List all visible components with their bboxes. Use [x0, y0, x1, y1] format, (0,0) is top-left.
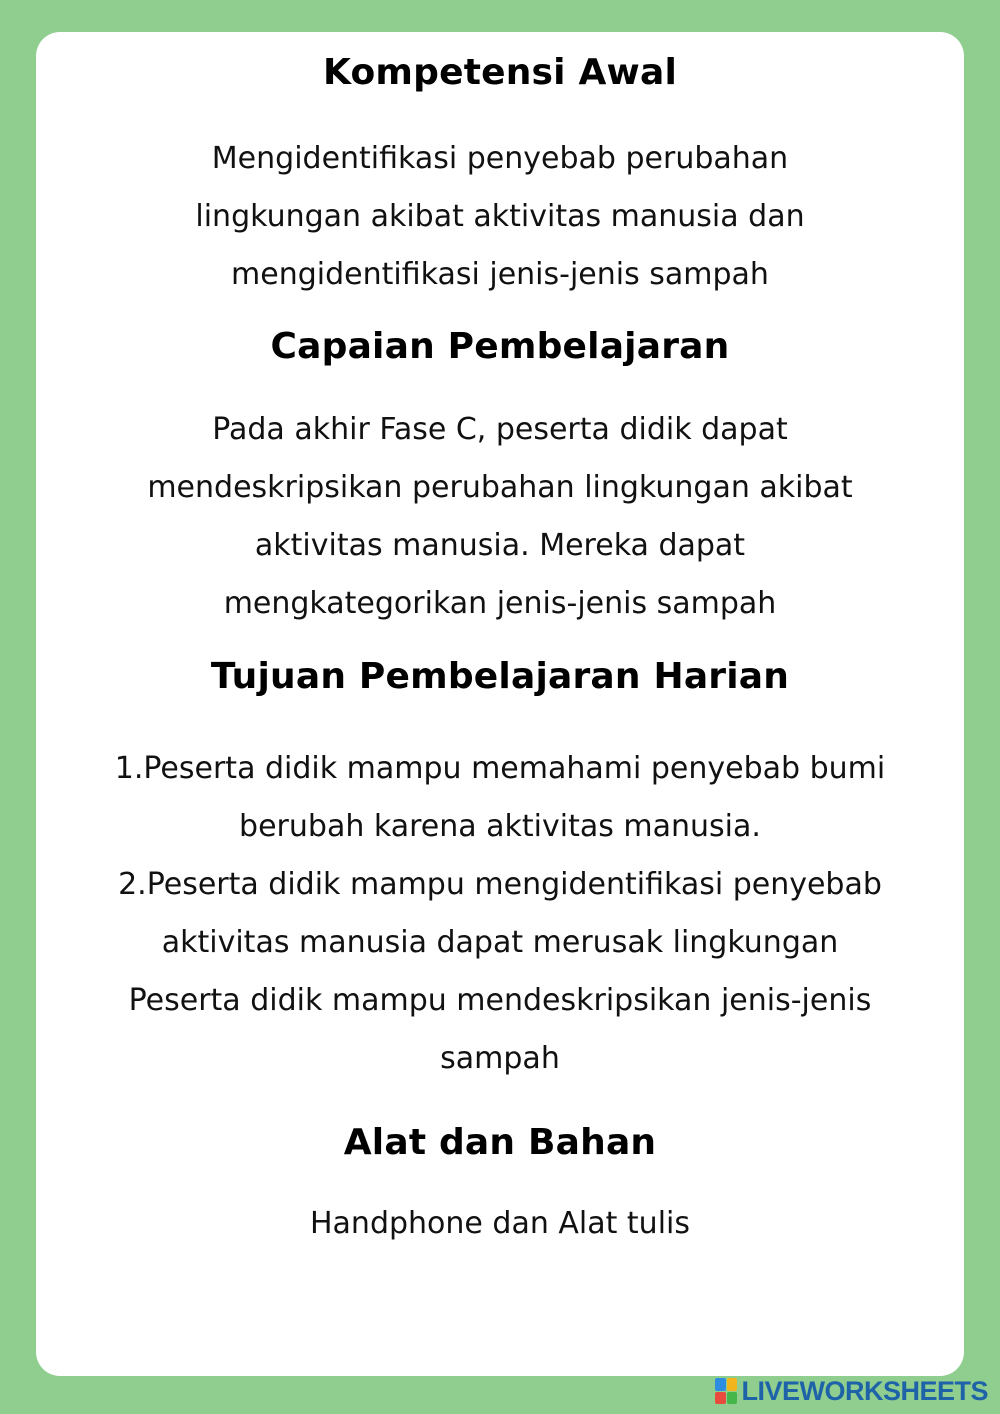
text-line: 1.Peserta didik mampu memahami penyebab bumi [114, 751, 886, 786]
text-line: mengkategorikan jenis-jenis sampah [223, 586, 777, 621]
heading-capaian-pembelajaran: Capaian Pembelajaran [270, 326, 730, 367]
text-line: mengidentifikasi jenis-jenis sampah [231, 257, 769, 292]
paragraph-capaian-pembelajaran [36, 401, 964, 633]
text-line: aktivitas manusia dapat merusak lingkungan [161, 925, 839, 960]
text-line: Mengidentifikasi penyebab perubahan [211, 141, 789, 176]
liveworksheets-logo-icon [715, 1378, 737, 1404]
text-line: Pada akhir Fase C, peserta didik dapat [212, 412, 788, 447]
paragraph-tujuan-pembelajaran-harian [36, 740, 964, 1088]
liveworksheets-brand-text: LIVEWORKSHEETS [741, 1375, 988, 1406]
text-line: Peserta didik mampu mendeskripsikan jenis-jenis [128, 983, 872, 1018]
text-line: Handphone dan Alat tulis [309, 1206, 690, 1241]
text-line: sampah [440, 1041, 560, 1076]
liveworksheets-branding[interactable] [715, 1376, 988, 1406]
text-line: aktivitas manusia. Mereka dapat [254, 528, 746, 563]
worksheet-card [36, 32, 964, 1376]
text-line: 2.Peserta didik mampu mengidentifikasi penyebab [118, 867, 882, 902]
heading-alat-dan-bahan: Alat dan Bahan [343, 1122, 657, 1163]
text-line: lingkungan akibat aktivitas manusia dan [195, 199, 805, 234]
text-line: mendeskripsikan perubahan lingkungan akibat [147, 470, 853, 505]
heading-tujuan-pembelajaran-harian: Tujuan Pembelajaran Harian [210, 656, 790, 697]
text-line: berubah karena aktivitas manusia. [239, 809, 761, 844]
paragraph-alat-dan-bahan [36, 1195, 964, 1253]
heading-kompetensi-awal: Kompetensi Awal [323, 52, 677, 93]
paragraph-kompetensi-awal [36, 130, 964, 304]
